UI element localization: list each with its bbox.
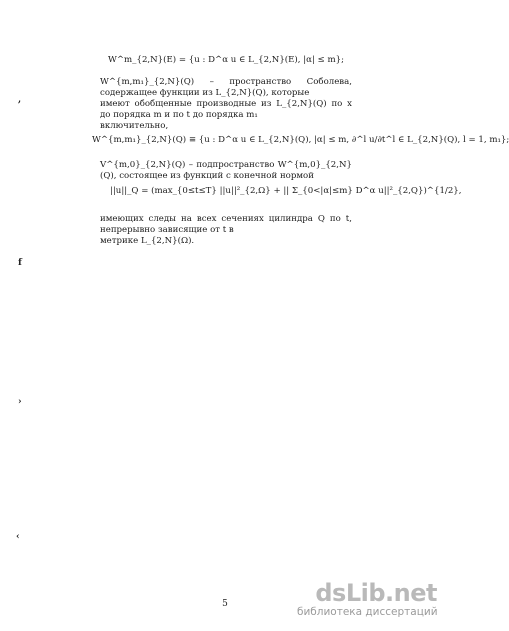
text-line: имеют обобщенные производные из L_{2,N}(Q) по x до порядка m и по t до порядка m₁ <box>100 99 352 120</box>
watermark-subtitle: библиотека диссертаций <box>297 606 438 618</box>
equation-norm: ||u||_Q = (max_{0≤t≤T} ||u||²_{2,Ω} + || Σ_{0<|α|≤m} D^α u||²_{2,Q})^{1/2}, <box>110 186 462 196</box>
watermark-logo: dsLib.net <box>315 579 437 607</box>
paragraph-sobolev-definition <box>100 77 352 132</box>
margin-mark: ‹ <box>16 532 20 542</box>
equation-sobolev-space-e: W^m_{2,N}(E) = {u : D^α u ∈ L_{2,N}(E), |α| ≤ m}; <box>108 55 344 65</box>
paragraph-subspace-definition <box>100 160 352 182</box>
margin-mark: f <box>18 258 22 268</box>
page-number: 5 <box>222 599 228 609</box>
text-line: имеющих следы на всех сечениях цилиндра Q по t, непрерывно зависящие от t в <box>100 214 352 235</box>
equation-sobolev-space-q: W^{m,m₁}_{2,N}(Q) ≡ {u : D^α u ∈ L_{2,N}(Q), |α| ≤ m, ∂^l u/∂t^l ∈ L_{2,N}(Q), l = 1, m₁}; <box>92 135 509 145</box>
margin-mark: › <box>18 397 22 407</box>
text-line: W^{m,m₁}_{2,N}(Q) – пространство Соболева, содержащее функции из L_{2,N}(Q), которые <box>100 77 352 98</box>
watermark <box>297 580 437 618</box>
text-line: V^{m,0}_{2,N}(Q) – подпространство W^{m,0}_{2,N}(Q), состоящее из функций с конечной нормой <box>100 160 352 181</box>
text-line: включительно, <box>100 121 169 131</box>
paragraph-traces <box>100 214 352 247</box>
margin-mark: , <box>18 95 22 105</box>
text-line: метрике L_{2,N}(Ω). <box>100 236 195 246</box>
